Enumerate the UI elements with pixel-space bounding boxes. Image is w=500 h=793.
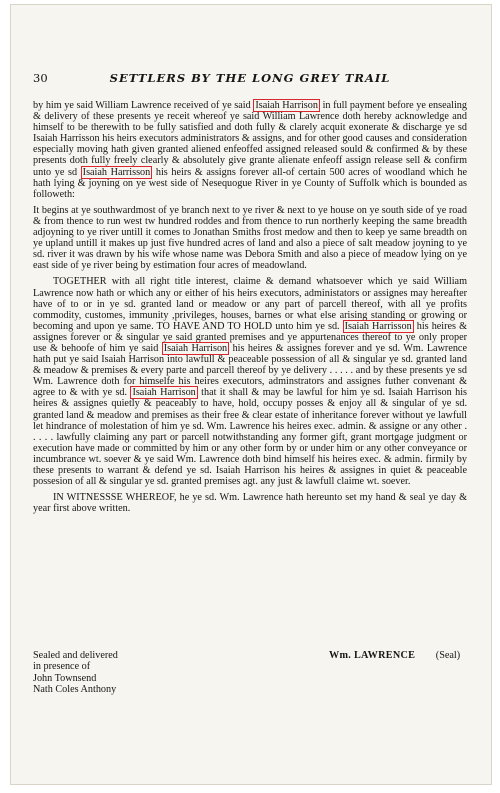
deed-paragraph [33,100,467,200]
document-page [10,4,492,785]
seal-mark: (Seal) [435,650,461,661]
text-run: IN WITNESSSE WHEREOF, he ye sd. Wm. Lawrence hath hereunto set my hand & seal ye day & year first above written. [33,492,467,515]
highlighted-name: Isaiah Harrison [163,342,228,354]
text-run: his heires & assignes forever or & singular ye said granted premises and ye appurtenances thereof to ye only proper use & behoofe of him ye said [33,320,468,354]
signature-block [33,650,467,696]
text-run: his heirs & assigns forever all-of certain 500 acres of woodland which he hath lying & joyning on ye west side of Nesequogue River in ye County of Suffolk which is bounded as followeth: [33,166,467,200]
witness-line: Sealed and delivered [33,650,118,661]
deed-paragraph [33,205,467,272]
witness-line: John Townsend [33,672,97,684]
page-number: 30 [33,71,48,85]
page-header [33,71,467,87]
witness-line: in presence of [33,661,91,673]
text-run: his heires & assignes forever and ye sd. Wm. Lawrence hath put ye said Isaiah Harrison into lawfull & peaceable possession of all & singular ye sd. granted land & meadow & premises & every parte and parcell thereof by ye delivery . . . . . and by these presents ye sd Wm. Lawrence doth for himselfe his heires executors, adminstrators and assignes futher convenant & agree to & with ye sd. [33,342,467,399]
text-run: that it shall & may be lawful for him ye sd. Isaiah Harrison his heires & assignes quietly & peaceably to have, hold, occupy posses & enjoy all & singular of ye sd. granted land & meadow and premises as their free & clear estate of inheritance forever without ye lawfull let hindrance of molestation of him ye sd. Wm. Lawrence his heires exec. admin. & assigne or any other . . . . . lawfully claiming any part or parcell notwithstanding any former gift, grant mortgage judgment or execution have made or committed by him or any other form by or under him or any other conveyance or incumbrance wt. soever & ye said Wm. Lawrence doth bind himself his heires exec. & admin. firmily by these presents to warrant & defend ye sd. Isaiah Harrison his heires & assignes in quiet & peaceable possesion of all & singular ye sd. granted premises agt. any just & lawfull claime wt. soever. [33,387,467,488]
witness-block [33,650,193,696]
text-run: by him ye said William Lawrence received of ye said [33,100,254,111]
witness-line: Nath Coles Anthony [33,684,117,696]
highlighted-name: Isaiah Harrisson [82,166,151,178]
text-run: in full payment before ye ensealing & delivery of these presents ye receit whereof ye said William Lawrence doth hereby acknowledge and himself to be therewith to be fully satisfied and doth fully & clarely acquit exonerate & discharge ye sd Isaiah Harrisson his heirs executors administrators & assigns, and for other good causes and consideration especially moving hath given granted aliened enfeoffed assigned released sould & confirmed & by these presents doth fully freely clearly & absolutely give grante alienate enfeoff assign release sell & confirm unto ye sd [33,100,467,178]
deed-paragraph [33,492,467,514]
highlighted-name: Isaiah Harrison [132,387,196,399]
signer-name: Wm. LAWRENCE [329,650,416,661]
deed-paragraph [33,276,467,487]
signature-line [329,650,460,661]
text-run: It begins at ye southwardmost of ye branch next to ye river & next to ye house on ye south side of ye road & from thence to run west tw hundred roddes and from thence to run northerly keeping the same breadth adjoyning to ye river untill it comes to Jonathan Smiths frost medow and then to keep ye same breadth on ye upland untill it makes up just five hundred acres of land and also a piece of salt meadow joyning to ye sd. river it was drawn by his wife whose name was Debora Smith and also a piece of meadow lying on ye east side of ye river being by estimation four acres of meadowland. [33,204,467,272]
running-title: SETTLERS BY THE LONG GREY TRAIL [109,71,391,85]
highlighted-name: Isaiah Harrison [255,100,318,111]
text-run: TOGETHER with all right title interest, claime & demand whatsoever which ye said William Lawrence now hath or which any or either of his heirs executors, administators or assignes may hereafter have of to or in ye sd. granted land or meadow or any part of parcell thereof, with all ye profits commodity, customes, immunity ,privileges, houses, barnes or what else arising standing or growing or becoming and upon ye same. TO HAVE AND TO HOLD unto him ye sd. [33,276,467,332]
highlighted-name: Isaiah Harrisson [344,320,412,332]
deed-text [33,100,467,519]
